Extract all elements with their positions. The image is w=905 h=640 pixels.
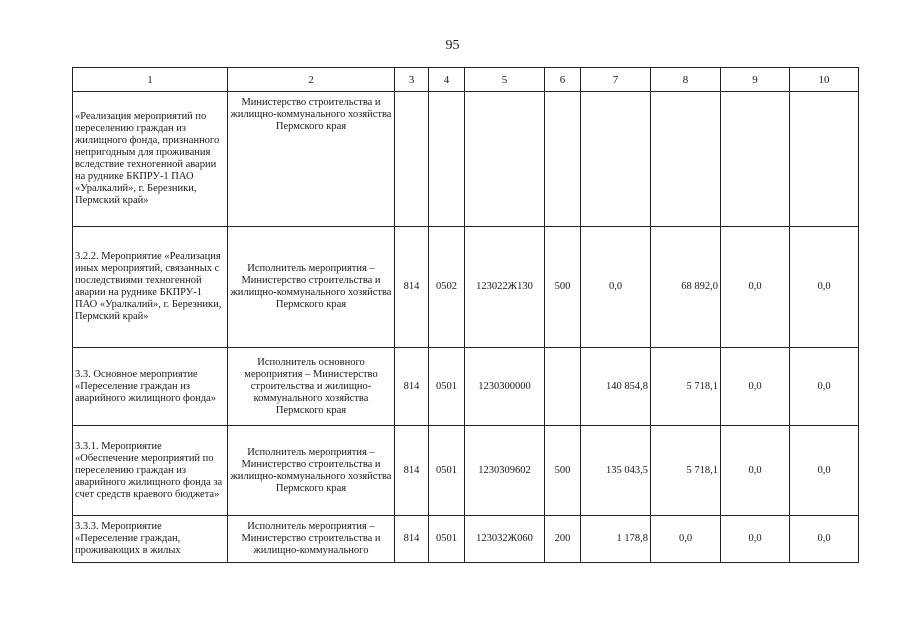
page-number: 95 xyxy=(445,38,460,53)
activity-name-cell: 3.3.3. Мероприятие «Переселение граждан, проживающих в жилых xyxy=(73,516,228,563)
budget-table xyxy=(72,67,859,563)
table-cell: 0,0 xyxy=(721,516,790,563)
header-cell: 8 xyxy=(651,68,721,92)
table-cell: 0,0 xyxy=(721,426,790,516)
executor-cell: Исполнитель мероприятия – Министерство строительства и жилищно-коммунального хозяйства Пермского края xyxy=(228,426,395,516)
table-cell xyxy=(581,92,651,227)
executor-cell: Исполнитель основного мероприятия – Министерство строительства и жилищно-коммунального хозяйства Пермского края xyxy=(228,348,395,426)
table-row xyxy=(73,348,859,426)
table-cell xyxy=(721,92,790,227)
table-cell xyxy=(790,92,859,227)
table-row xyxy=(73,92,859,227)
table-cell: 814 xyxy=(395,348,429,426)
table-cell: 814 xyxy=(395,516,429,563)
table-cell: 814 xyxy=(395,227,429,348)
table-cell: 0,0 xyxy=(790,516,859,563)
table-cell: 0,0 xyxy=(581,227,651,348)
table-cell: 1 178,8 xyxy=(581,516,651,563)
table-cell: 5 718,1 xyxy=(651,348,721,426)
table-cell: 0,0 xyxy=(651,516,721,563)
table-cell xyxy=(465,92,545,227)
executor-cell: Исполнитель мероприятия – Министерство строительства и жилищно-коммунального xyxy=(228,516,395,563)
executor-cell: Министерство строительства и жилищно-коммунального хозяйства Пермского края xyxy=(228,92,395,227)
table-cell: 200 xyxy=(545,516,581,563)
table-cell: 123032Ж060 xyxy=(465,516,545,563)
table-cell: 0,0 xyxy=(721,227,790,348)
table-cell: 0501 xyxy=(429,348,465,426)
header-cell: 3 xyxy=(395,68,429,92)
table-row xyxy=(73,516,859,563)
table-cell: 1230309602 xyxy=(465,426,545,516)
table-cell xyxy=(545,92,581,227)
table-row xyxy=(73,426,859,516)
activity-name-cell: 3.3.1. Мероприятие «Обеспечение мероприятий по переселению граждан из аварийного жилищного фонда за счет средств краевого бюджета» xyxy=(73,426,228,516)
table-cell: 1230300000 xyxy=(465,348,545,426)
header-cell: 5 xyxy=(465,68,545,92)
table-cell xyxy=(395,92,429,227)
table-cell: 500 xyxy=(545,227,581,348)
table-cell: 500 xyxy=(545,426,581,516)
table-cell: 0501 xyxy=(429,516,465,563)
table-row xyxy=(73,227,859,348)
header-cell: 10 xyxy=(790,68,859,92)
table-cell: 135 043,5 xyxy=(581,426,651,516)
table-cell: 5 718,1 xyxy=(651,426,721,516)
table-cell: 0,0 xyxy=(790,227,859,348)
table-cell: 140 854,8 xyxy=(581,348,651,426)
header-cell: 9 xyxy=(721,68,790,92)
header-cell: 7 xyxy=(581,68,651,92)
table-cell xyxy=(429,92,465,227)
table-cell: 0,0 xyxy=(721,348,790,426)
table-cell: 0502 xyxy=(429,227,465,348)
table-cell: 68 892,0 xyxy=(651,227,721,348)
table-cell: 123022Ж130 xyxy=(465,227,545,348)
table-cell: 0,0 xyxy=(790,426,859,516)
header-cell: 6 xyxy=(545,68,581,92)
table-cell: 0501 xyxy=(429,426,465,516)
header-cell: 2 xyxy=(228,68,395,92)
table-cell xyxy=(545,348,581,426)
activity-name-cell: «Реализация мероприятий по переселению граждан из жилищного фонда, признанного непригодным для проживания вследствие техногенной аварии на руднике БКПРУ-1 ПАО «Уралкалий», г. Березники, Пермский край» xyxy=(73,92,228,227)
activity-name-cell: 3.3. Основное мероприятие «Переселение граждан из аварийного жилищного фонда» xyxy=(73,348,228,426)
header-cell: 1 xyxy=(73,68,228,92)
header-cell: 4 xyxy=(429,68,465,92)
table-cell: 814 xyxy=(395,426,429,516)
table-header-row xyxy=(73,68,859,92)
executor-cell: Исполнитель мероприятия – Министерство строительства и жилищно-коммунального хозяйства Пермского края xyxy=(228,227,395,348)
table-cell: 0,0 xyxy=(790,348,859,426)
table-cell xyxy=(651,92,721,227)
activity-name-cell: 3.2.2. Мероприятие «Реализация иных мероприятий, связанных с последствиями техногенной аварии на руднике БКПРУ-1 ПАО «Уралкалий», г. Березники, Пермский край» xyxy=(73,227,228,348)
